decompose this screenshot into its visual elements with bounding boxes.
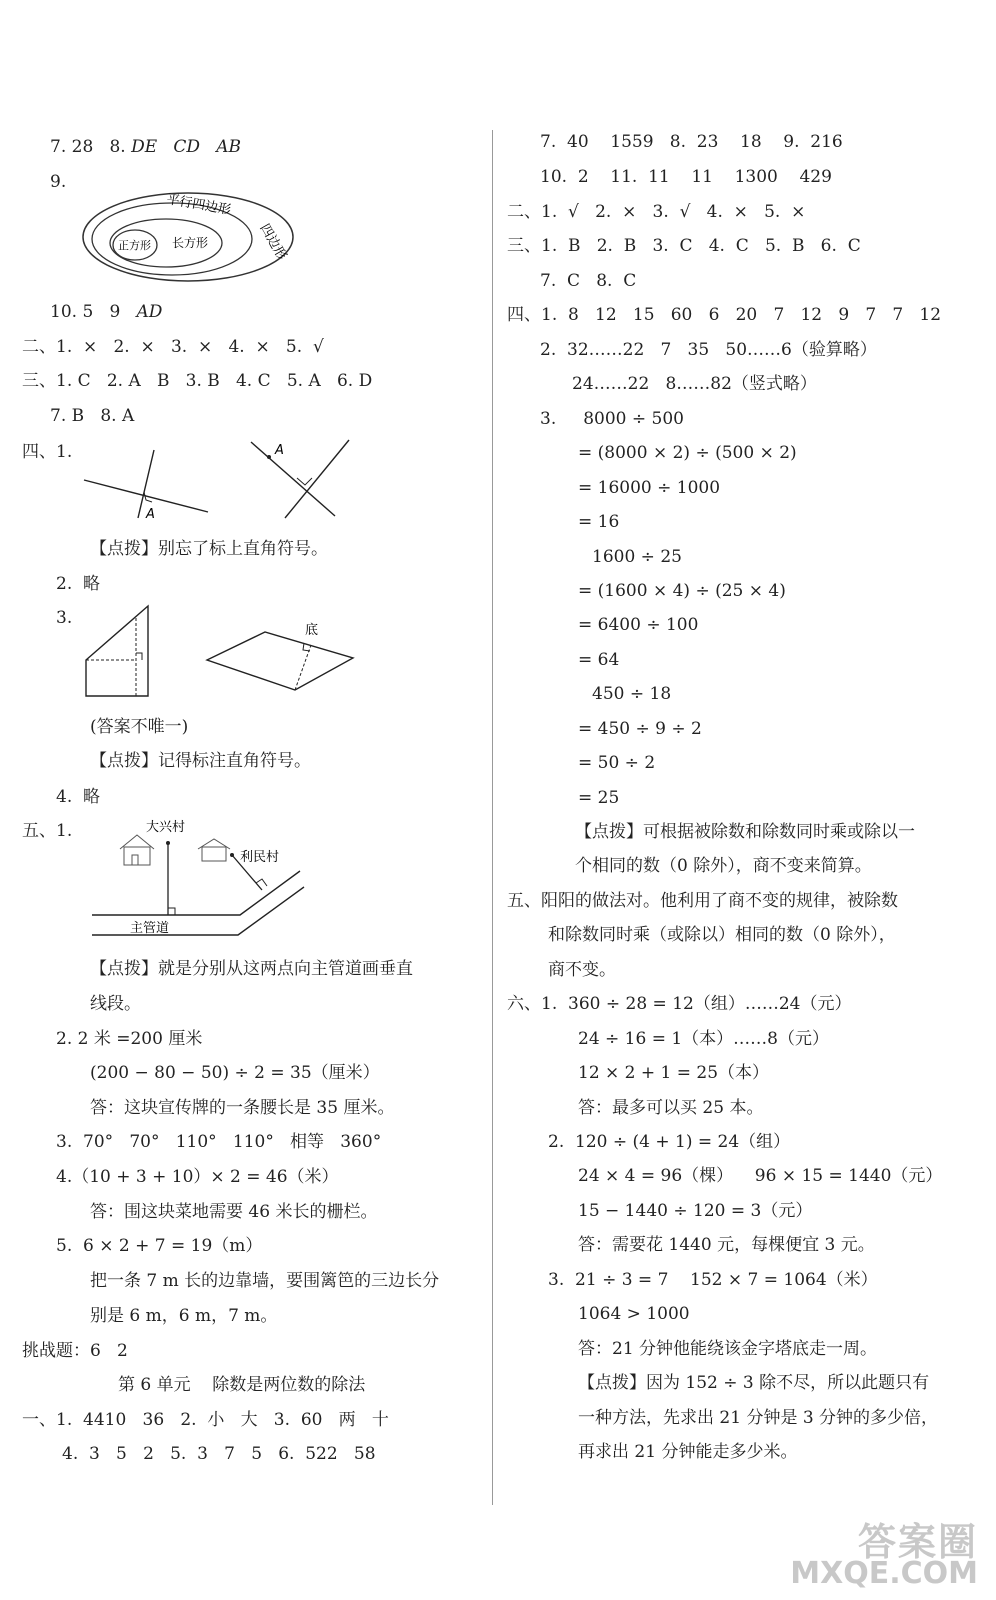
village-pipe-map [90, 815, 315, 945]
calc-line: = (1600 × 4) ÷ (25 × 4) [578, 581, 786, 601]
answer-line: 24……22 8……82（竖式略） [572, 374, 817, 394]
calc-line: = 64 [578, 650, 620, 670]
calc-line: = (8000 × 2) ÷ (500 × 2) [578, 443, 797, 463]
answer-line: 7. 40 1559 8. 23 18 9. 216 [540, 132, 843, 152]
answer-line: 7. C 8. C [540, 271, 637, 291]
answer-line: 7. B 8. A [50, 406, 135, 426]
answer-line: 24 ÷ 16 = 1（本）……8（元） [578, 1029, 829, 1049]
answer-line: 答：最多可以买 25 本。 [578, 1098, 764, 1118]
column-divider [492, 130, 493, 1505]
answer-line: 12 × 2 + 1 = 25（本） [578, 1063, 770, 1083]
point-label-a: A [146, 507, 155, 522]
answer-line: 4.（10 + 3 + 10）× 2 = 46（米） [56, 1167, 339, 1187]
venn-label-rectangle: 长方形 [172, 236, 209, 250]
answer-line: 10. 2 11. 11 11 1300 429 [540, 167, 832, 187]
tip-line: 再求出 21 分钟能走多少米。 [578, 1442, 798, 1462]
answer-line: 五、1. [22, 821, 73, 841]
point-label-a: A [275, 443, 284, 458]
answer-line: 2. 32……22 7 35 50……6（验算略） [540, 340, 877, 360]
calc-line: = 450 ÷ 9 ÷ 2 [578, 719, 702, 739]
answer-line: 别是 6 m，6 m，7 m。 [90, 1306, 278, 1326]
answer-line: 2. 略 [56, 574, 101, 594]
answer-line: (200 − 80 − 50) ÷ 2 = 35（厘米） [90, 1063, 380, 1083]
answer-line: 24 × 4 = 96（棵） 96 × 15 = 1440（元） [578, 1166, 943, 1186]
village-label-daxing: 大兴村 [146, 820, 186, 835]
base-label: 底 [305, 623, 319, 638]
calc-line: = 50 ÷ 2 [578, 753, 656, 773]
answer-line: 5. 6 × 2 + 7 = 19（m） [56, 1236, 263, 1256]
venn-label-square: 正方形 [118, 239, 151, 252]
answer-line: 三、1. B 2. B 3. C 4. C 5. B 6. C [507, 236, 861, 256]
answer-line: 2. 120 ÷ (4 + 1) = 24（组） [548, 1132, 791, 1152]
answer-line: 4. 略 [56, 787, 101, 807]
answer-line: 答：这块宣传牌的一条腰长是 35 厘米。 [90, 1098, 395, 1118]
answer-line: 7. 28 8. DE CD AB [50, 137, 241, 157]
answer-line: 二、1. √ 2. × 3. √ 4. × 5. × [507, 202, 806, 222]
answer-line: 六、1. 360 ÷ 28 = 12（组）……24（元） [507, 994, 852, 1014]
trapezoid-height-figure [80, 600, 160, 700]
answer-line: 和除数同时乘（或除以）相同的数（0 除外）， [548, 925, 896, 945]
house-icon [120, 835, 154, 865]
answer-line: 答：21 分钟他能绕该金字塔底走一周。 [578, 1339, 878, 1359]
answer-line: 三、1. C 2. A B 3. B 4. C 5. A 6. D [22, 371, 373, 391]
answer-line: 四、1. 8 12 15 60 6 20 7 12 9 7 7 12 [507, 305, 942, 325]
answer-line: 一、1. 4410 36 2. 小 大 3. 60 两 十 [22, 1410, 389, 1430]
perpendicular-lines-figure-2 [245, 432, 355, 522]
venn-label-parallelogram: 平行四边形 [165, 192, 232, 219]
answer-line: 答：围这块菜地需要 46 米长的栅栏。 [90, 1202, 378, 1222]
tip-line: 一种方法，先求出 21 分钟是 3 分钟的多少倍， [578, 1408, 939, 1428]
calc-line: = 16 [578, 512, 620, 532]
answer-line: 15 − 1440 ÷ 120 = 3（元） [578, 1201, 813, 1221]
answer-line: 3. 70° 70° 110° 110° 相等 360° [56, 1132, 382, 1152]
calc-line: = 25 [578, 788, 620, 808]
perpendicular-lines-figure-1 [80, 440, 220, 525]
calc-line: 3. 8000 ÷ 500 [540, 409, 685, 429]
unit-heading: 第 6 单元 除数是两位数的除法 [118, 1375, 366, 1395]
calc-line: = 16000 ÷ 1000 [578, 478, 721, 498]
tip-line: 【点拨】可根据被除数和除数同时乘或除以一 [575, 822, 915, 842]
answer-line: 五、阳阳的做法对。他利用了商不变的规律，被除数 [507, 891, 898, 911]
house-icon [198, 839, 230, 861]
answer-line: 商不变。 [548, 960, 616, 980]
village-label-limin: 利民村 [240, 850, 280, 865]
calc-line: = 6400 ÷ 100 [578, 615, 699, 635]
answer-line: 答：需要花 1440 元，每棵便宜 3 元。 [578, 1235, 875, 1255]
tip-line: 【点拨】记得标注直角符号。 [90, 751, 311, 771]
answer-line: (答案不唯一) [90, 717, 189, 737]
calc-line: 1600 ÷ 25 [592, 547, 682, 567]
tip-line: 【点拨】就是分别从这两点向主管道画垂直 [90, 959, 413, 979]
answer-line: 4. 3 5 2 5. 3 7 5 6. 522 58 [62, 1444, 376, 1464]
answer-line: 把一条 7 m 长的边靠墙，要围篱笆的三边长分 [90, 1271, 440, 1291]
calc-line: 450 ÷ 18 [592, 684, 672, 704]
answer-line: 二、1. × 2. × 3. × 4. × 5. √ [22, 337, 324, 357]
challenge-line: 挑战题：6 2 [22, 1341, 128, 1361]
tip-line: 线段。 [90, 994, 141, 1014]
answer-line: 3. [56, 608, 73, 628]
venn-label-quadrilateral: 四边形 [256, 221, 290, 263]
answer-line: 10. 5 9 AD [50, 302, 163, 322]
answer-line: 2. 2 米 =200 厘米 [56, 1029, 203, 1049]
parallelogram-height-figure [205, 620, 360, 695]
answer-line: 四、1. [22, 442, 73, 462]
tip-line: 个相同的数（0 除外），商不变来简算。 [575, 856, 872, 876]
pipe-label: 主管道 [130, 921, 170, 936]
watermark-logo: 答案圈 MXQE.COM [790, 1520, 978, 1591]
tip-line: 【点拨】别忘了标上直角符号。 [90, 539, 328, 559]
quadrilateral-venn-diagram [80, 185, 320, 295]
answer-line: 9. [50, 172, 67, 192]
answer-line: 3. 21 ÷ 3 = 7 152 × 7 = 1064（米） [548, 1270, 878, 1290]
tip-line: 【点拨】因为 152 ÷ 3 除不尽，所以此题只有 [578, 1373, 930, 1393]
answer-line: 1064 > 1000 [578, 1304, 690, 1324]
